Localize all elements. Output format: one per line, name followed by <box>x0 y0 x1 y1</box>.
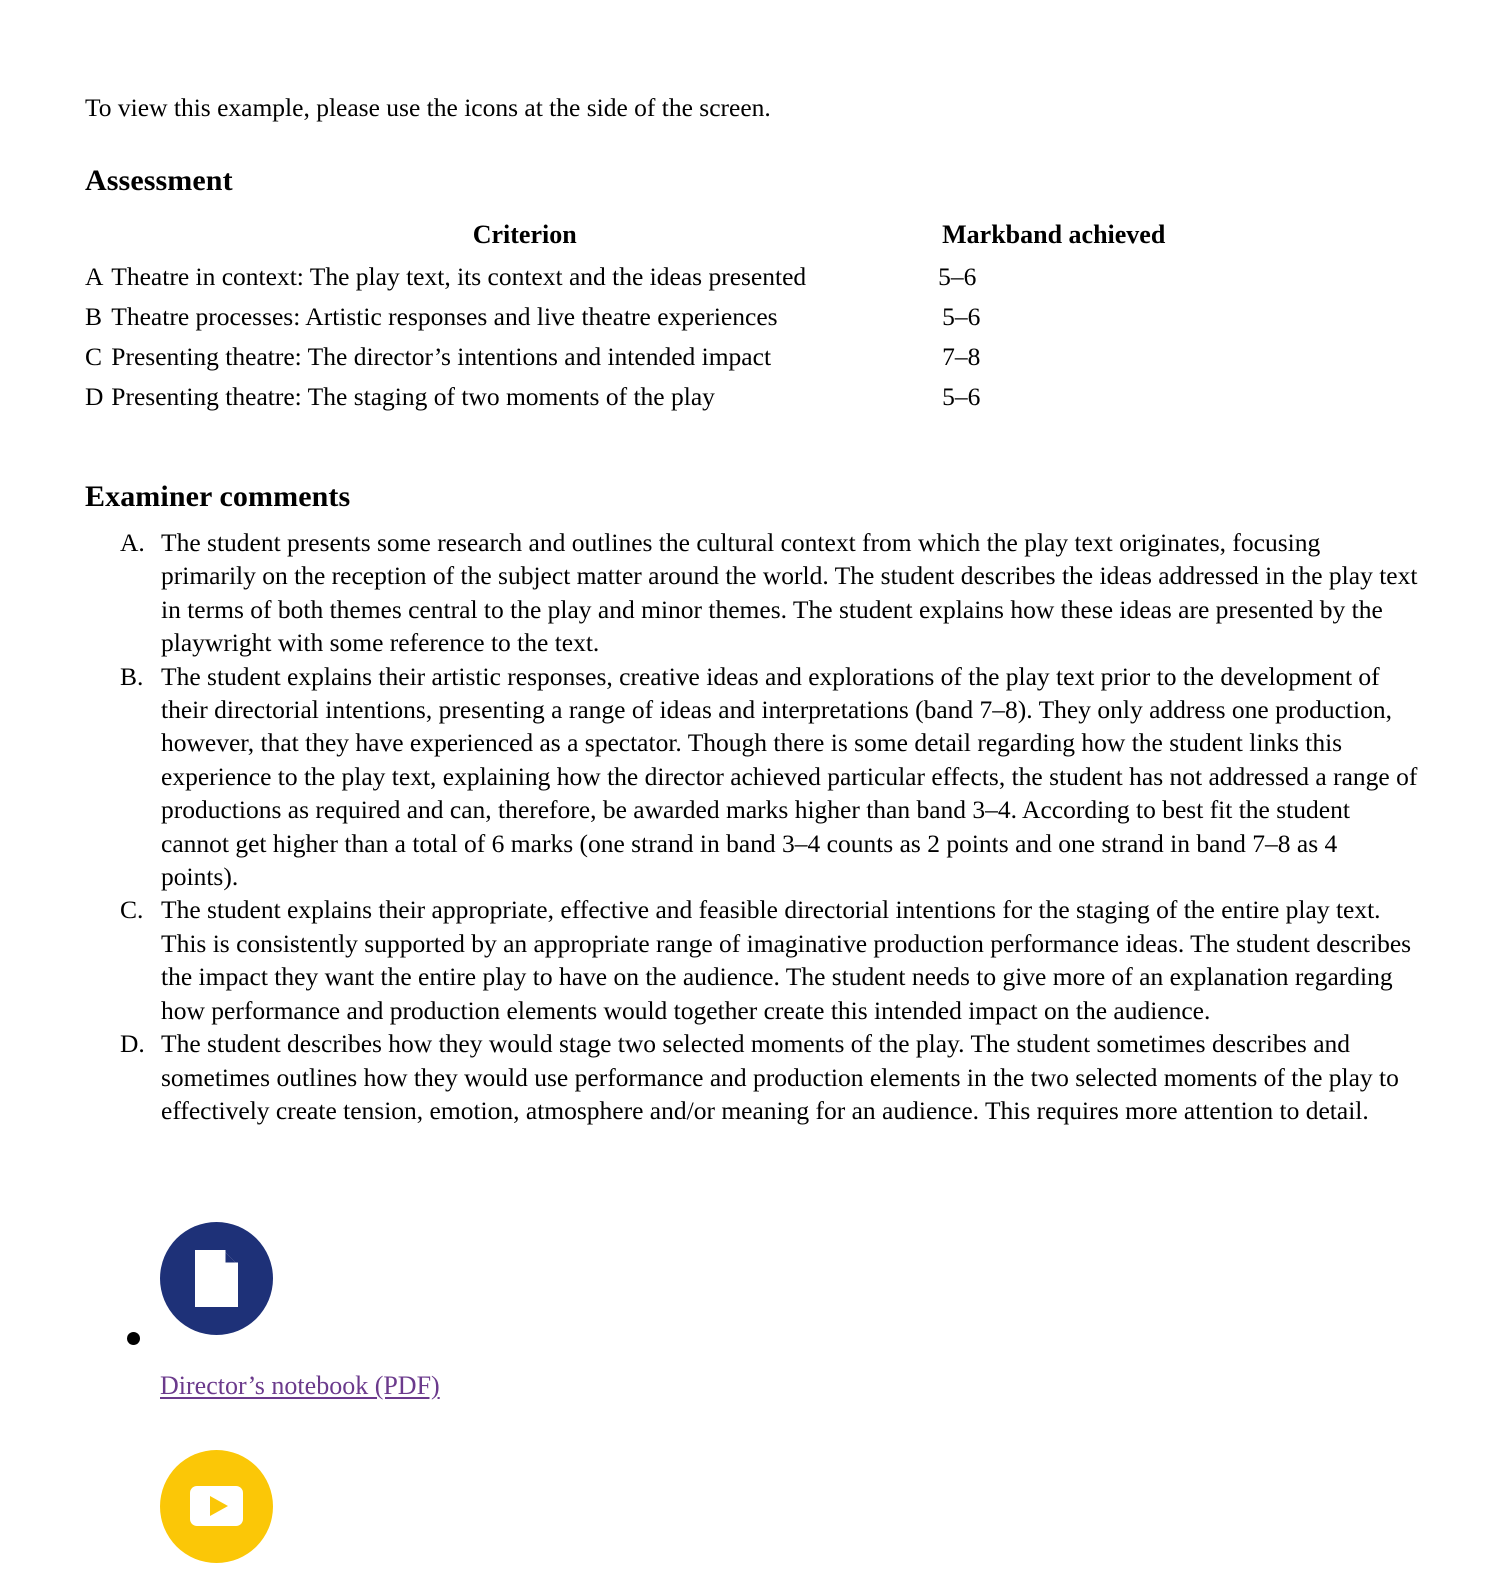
criterion-text: Presenting theatre: The staging of two moments of the play <box>111 382 715 411</box>
attachment-link-directors-notebook[interactable]: Director’s notebook (PDF) <box>160 1371 440 1400</box>
list-item-text: The student presents some research and outlines the cultural context from which the play text originates, focusing primarily on the reception of the subject matter around the world. The student describes the ideas addressed in the play text in terms of both themes central to the play and minor themes. The student explains how these ideas are presented by the playwright with some reference to the text. <box>161 528 1418 658</box>
intro-text: To view this example, please use the icons at the side of the screen. <box>85 92 771 122</box>
list-item <box>120 526 1420 660</box>
markband-value: 5–6 <box>938 262 977 291</box>
list-item-marker: D. <box>120 1029 145 1059</box>
list-item <box>120 660 1420 894</box>
list-item-marker: A. <box>120 528 145 557</box>
list-item <box>120 1027 1420 1127</box>
criterion-letter: C <box>85 342 103 371</box>
examiner-comments-list <box>120 526 1420 1127</box>
media-icon[interactable] <box>160 1450 273 1563</box>
criterion-text: Theatre in context: The play text, its context and the ideas presented <box>111 262 807 291</box>
assessment-table <box>85 216 1205 417</box>
table-row <box>85 257 1205 297</box>
column-header-letter <box>85 216 111 257</box>
list-item-text: The student explains their appropriate, effective and feasible directorial intentions for the staging of the entire play text. This is consistently supported by an appropriate range of imaginative production performance ideas. The student describes the impact they want the entire play to have on the audience. The student needs to give more of an explanation regarding how performance and production elements would together create this intended impact on the audience. <box>161 895 1412 1025</box>
markband-value: 7–8 <box>942 342 981 371</box>
list-item <box>85 1222 1385 1402</box>
column-header-criterion: Criterion <box>472 220 577 249</box>
markband-value: 5–6 <box>942 382 981 411</box>
attachments-list <box>85 1222 1385 1580</box>
list-item-marker: C. <box>120 895 144 925</box>
document-icon[interactable] <box>160 1222 273 1335</box>
list-item <box>120 893 1420 1027</box>
table-row <box>85 377 1205 417</box>
list-item-text: The student explains their artistic responses, creative ideas and explorations of the play text prior to the development of their directorial intentions, presenting a range of ideas and interpretations (band 7–8). They only address one production, however, that they have experienced as a spectator. Though there is some detail regarding how the student links this experience to the play text, explaining how the director achieved particular effects, the student has not addressed a range of productions as required and can, therefore, be awarded marks higher than band 3–4. According to best fit the student cannot get higher than a total of 6 marks (one strand in band 3–4 counts as 2 points and one strand in band 7–8 as 4 points). <box>161 661 1418 892</box>
criterion-letter: B <box>85 302 103 331</box>
list-item <box>85 1450 1385 1580</box>
table-header-row <box>85 216 1205 257</box>
bullet-marker <box>127 1332 140 1345</box>
criterion-text: Theatre processes: Artistic responses and live theatre experiences <box>111 302 778 331</box>
examiner-comments-heading: Examiner comments <box>85 479 351 513</box>
table-row <box>85 337 1205 377</box>
criterion-letter: D <box>85 382 104 411</box>
criterion-letter: A <box>85 262 104 291</box>
markband-value: 5–6 <box>942 302 981 331</box>
list-item-marker: B. <box>120 661 144 691</box>
table-row <box>85 297 1205 337</box>
list-item-text: The student describes how they would stage two selected moments of the play. The student sometimes describes and sometimes outlines how they would use performance and production elements in the two selected moments of the play to effectively create tension, emotion, atmosphere and/or meaning for an audience. This requires more attention to detail. <box>161 1029 1399 1125</box>
column-header-markband: Markband achieved <box>942 220 1166 249</box>
assessment-heading: Assessment <box>85 163 233 197</box>
criterion-text: Presenting theatre: The director’s intentions and intended impact <box>111 342 772 371</box>
